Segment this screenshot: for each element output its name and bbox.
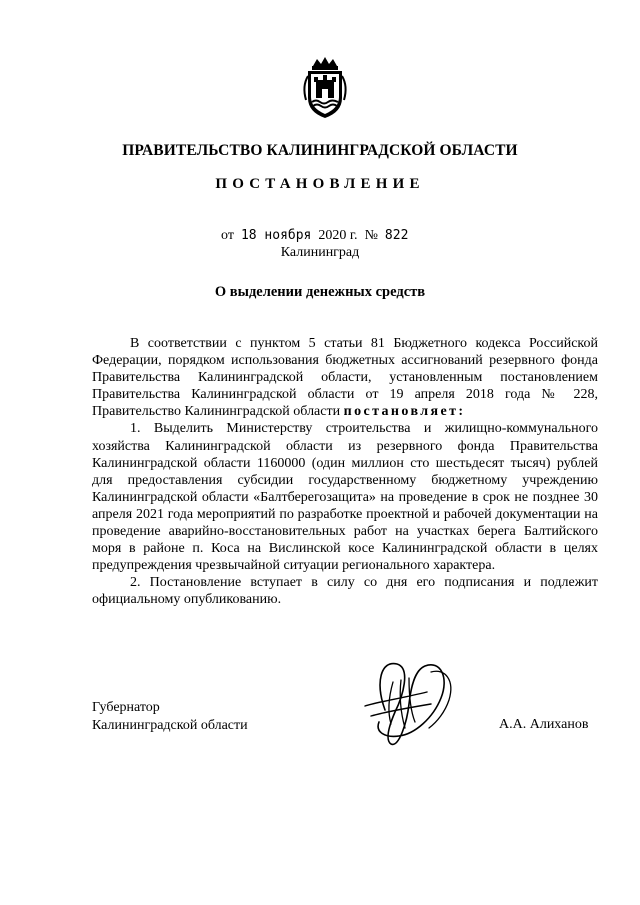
document-body <box>92 335 598 609</box>
paragraph-preamble <box>92 335 598 420</box>
coat-of-arms-icon <box>300 56 350 120</box>
preamble-text: В соответствии с пунктом 5 статьи 81 Бюджетного кодекса Российской Федерации, порядком использования бюджетных ассигнований резервного фонда Правительства Калининградской области, установленным постановлением Правительства Калининградской области от 19 апреля 2018 года № 228, Правительство Калининградской области <box>92 336 598 420</box>
document-number: 822 <box>384 228 409 243</box>
date-year: 2020 г. <box>318 228 358 243</box>
document-type: ПОСТАНОВЛЕНИЕ <box>215 176 425 192</box>
date-line <box>221 228 408 244</box>
position-line-1: Губернатор <box>92 700 160 715</box>
document-subject: О выделении денежных средств <box>214 284 426 300</box>
handwritten-signature <box>345 652 465 752</box>
government-title: ПРАВИТЕЛЬСТВО КАЛИНИНГРАДСКОЙ ОБЛАСТИ <box>122 142 518 159</box>
date-value: 18 ноября <box>240 228 312 243</box>
decree-word: постановляет: <box>343 404 466 420</box>
date-prefix: от <box>221 228 234 243</box>
paragraph-item-2: 2. Постановление вступает в силу со дня его подписания и подлежит официальному опубликованию. <box>92 575 598 608</box>
paragraph-item-1: 1. Выделить Министерству строительства и жилищно-коммунального хозяйства Калининградской области из резервного фонда Правительства Калининградской области 1160000 (один миллион сто шестьдесят тысяч) рублей для предоставления субсидии государственному бюджетному учреждению Калининградской области «Балтберегозащита» на проведение в срок не позднее 30 апреля 2021 года мероприятий по разработке проектной и рабочей документации на проведение аварийно-восстановительных работ на участках берега Балтийского моря в районе п. Коса на Вислинской косе Калининградской области в целях предупреждения чрезвычайной ситуации регионального характера. <box>92 421 598 574</box>
position-line-2: Калининградской области <box>92 718 248 733</box>
signatory-position <box>92 699 248 735</box>
signatory-name: А.А. Алиханов <box>499 717 589 732</box>
number-sign: № <box>364 228 378 243</box>
city: Калининград <box>280 245 360 260</box>
